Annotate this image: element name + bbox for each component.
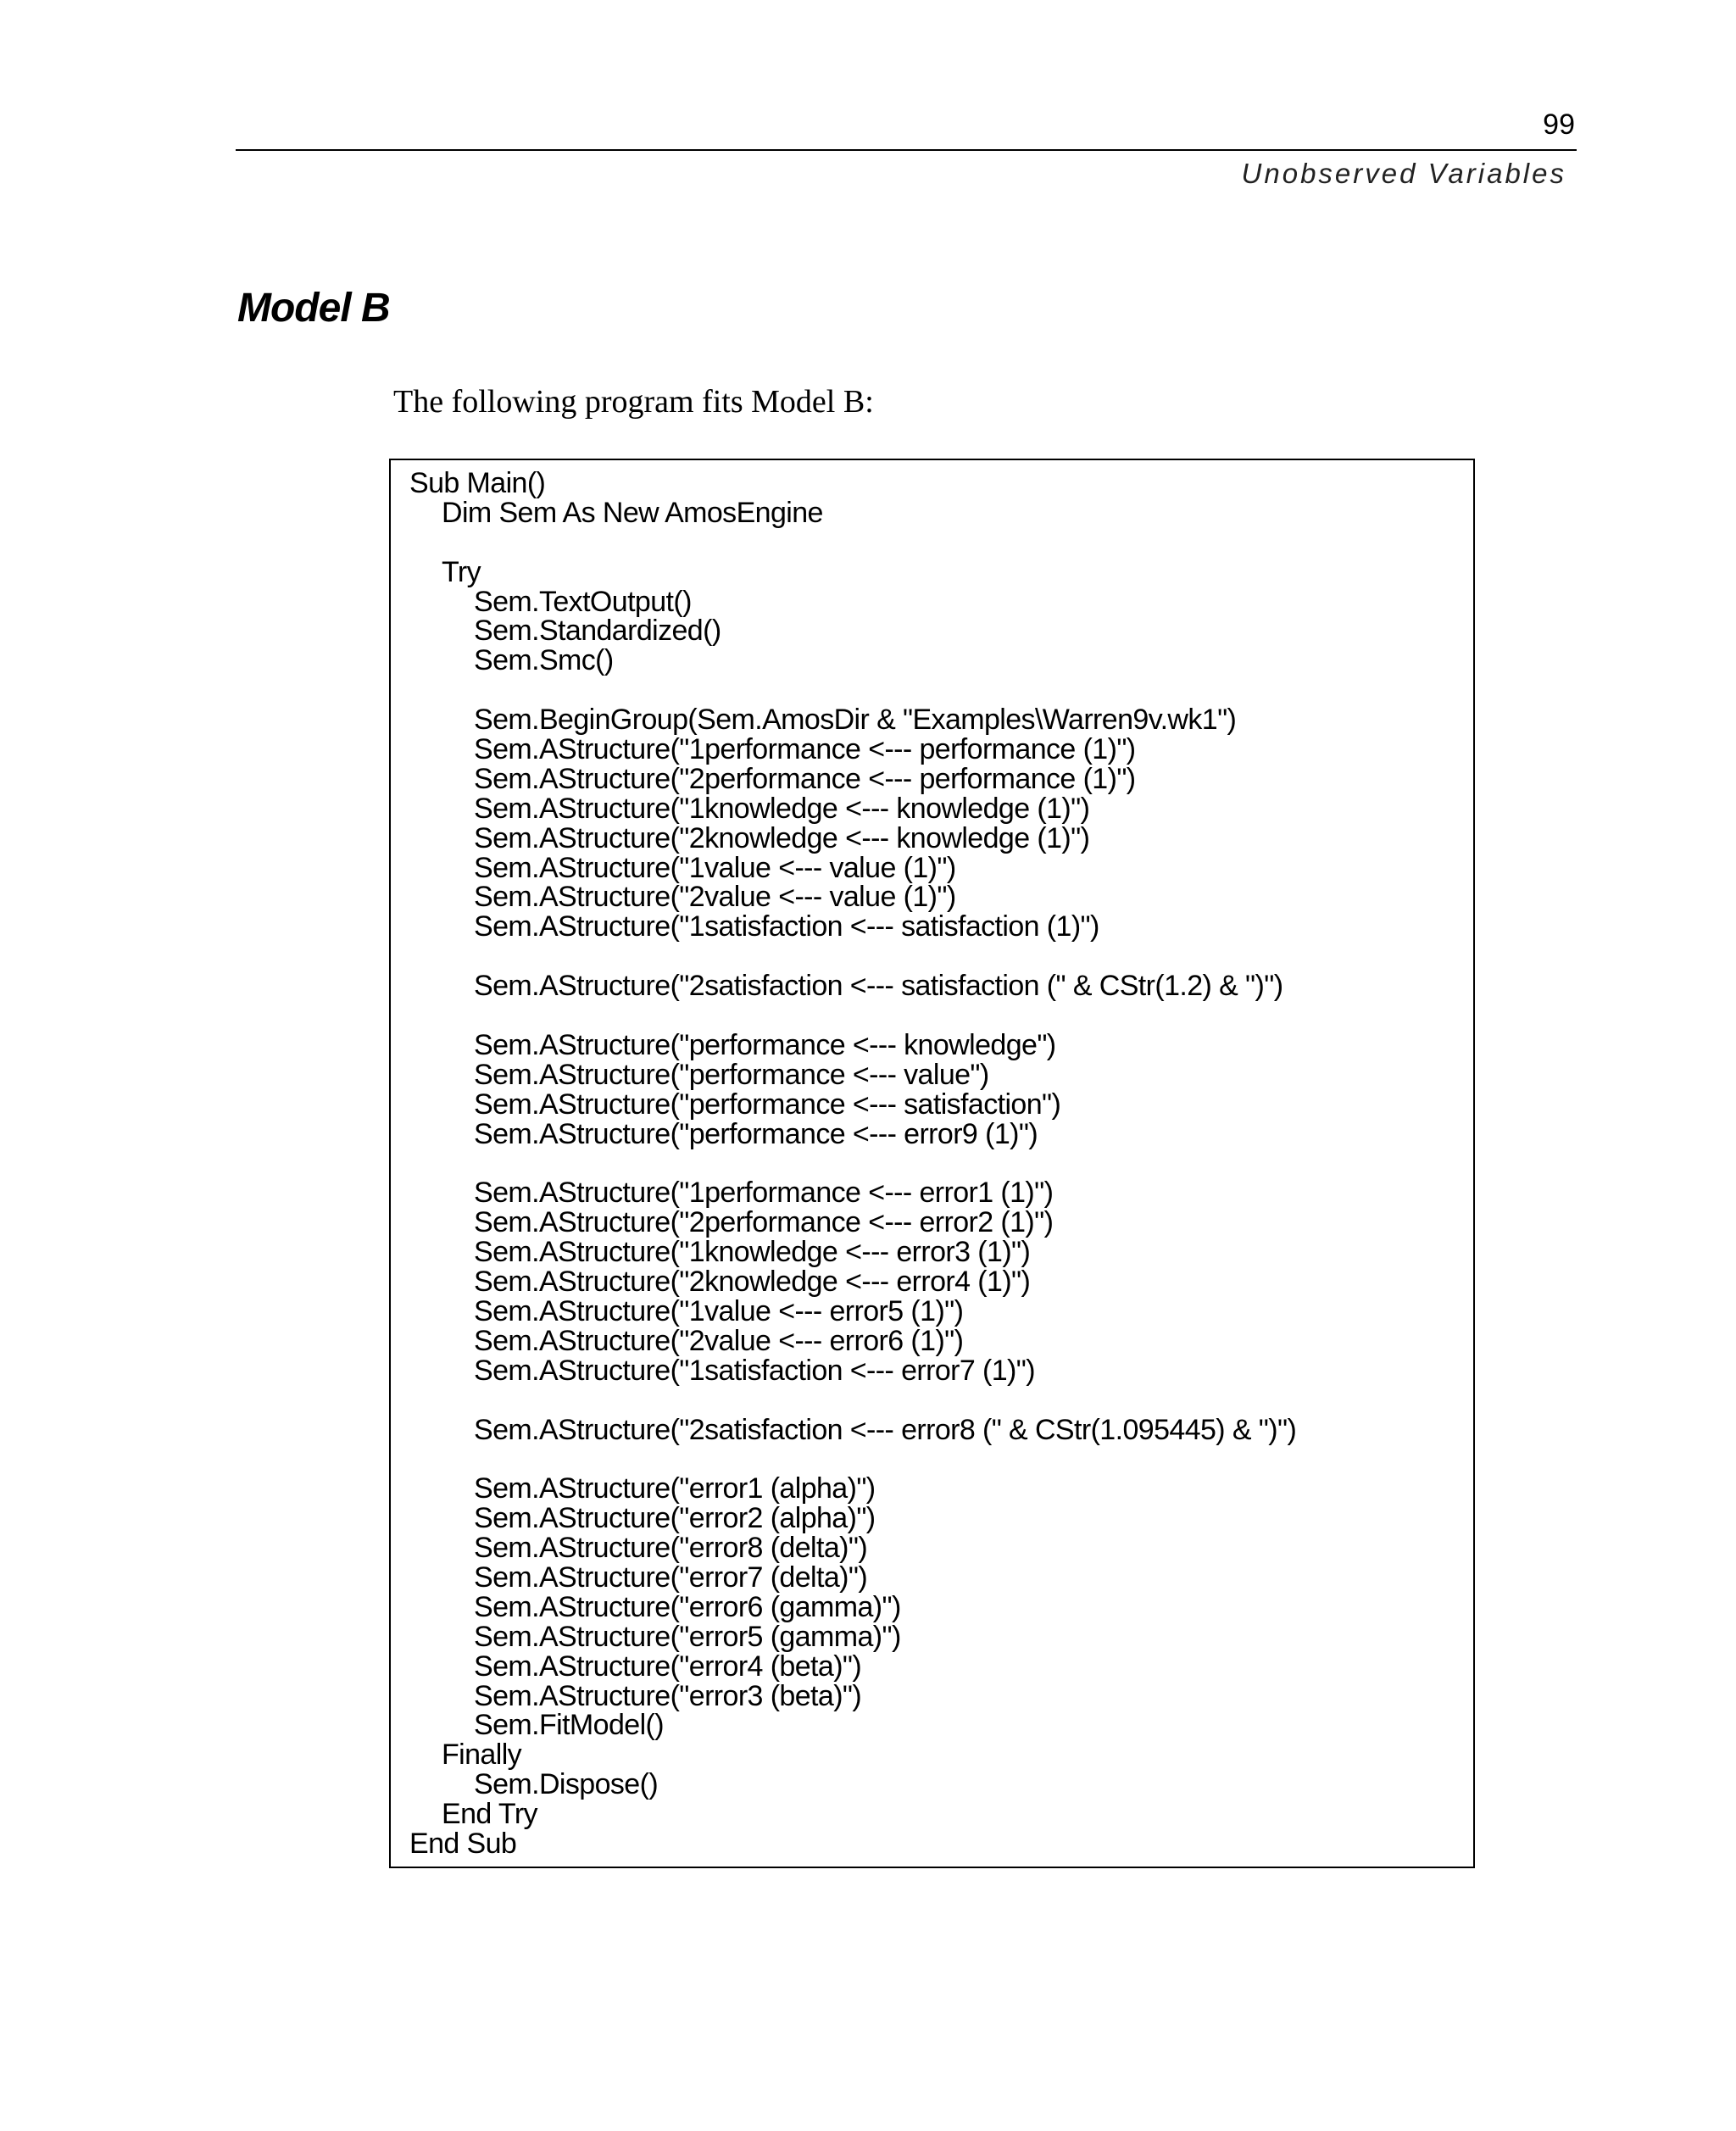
code-line: Sem.AStructure("2knowledge <--- knowledge (1)") xyxy=(474,821,1090,854)
code-line: Sem.AStructure("2value <--- value (1)") xyxy=(474,881,956,914)
code-listing-box xyxy=(389,459,1475,1868)
code-line: Sem.Smc() xyxy=(474,644,614,677)
code-line: Sem.AStructure("error5 (gamma)") xyxy=(474,1620,901,1653)
code-line: Sem.AStructure("1value <--- error5 (1)") xyxy=(474,1294,964,1327)
code-line: End Sub xyxy=(409,1827,517,1860)
code-line: Sem.AStructure("1satisfaction <--- satisfaction (1)") xyxy=(474,910,1099,943)
code-line: Sem.TextOutput() xyxy=(474,585,692,618)
code-line: Sub Main() xyxy=(409,467,546,499)
code-line xyxy=(409,676,1296,705)
code-line: Sem.Standardized() xyxy=(474,615,721,648)
code-line: Sem.AStructure("error2 (alpha)") xyxy=(474,1502,876,1535)
code-line: Sem.AStructure("error3 (beta)") xyxy=(474,1679,862,1712)
running-title: Unobserved Variables xyxy=(1241,158,1566,189)
code-line: Sem.AStructure("2value <--- error6 (1)") xyxy=(474,1324,964,1357)
code-line: Sem.BeginGroup(Sem.AmosDir & "Examples\Warren9v.wk1") xyxy=(474,704,1237,737)
code-line: Sem.AStructure("2knowledge <--- error4 (1)") xyxy=(474,1266,1031,1299)
code-line: Sem.AStructure("1performance <--- performance (1)") xyxy=(474,733,1136,766)
code-line: Sem.AStructure("performance <--- value") xyxy=(474,1058,989,1091)
code-line xyxy=(409,942,1296,971)
code-line: Sem.AStructure("2performance <--- performance (1)") xyxy=(474,762,1136,795)
code-line xyxy=(409,528,1296,558)
code-line: Dim Sem As New AmosEngine xyxy=(442,496,823,529)
code-line: Sem.AStructure("2satisfaction <--- satisfaction (" & CStr(1.2) & ")") xyxy=(474,970,1283,1003)
header-rule xyxy=(236,149,1577,151)
code-line: Sem.AStructure("1value <--- value (1)") xyxy=(474,851,956,884)
code-line xyxy=(409,1386,1296,1416)
code-line xyxy=(409,1444,1296,1474)
code-line: Sem.AStructure("error8 (delta)") xyxy=(474,1532,868,1565)
code-line: Sem.AStructure("performance <--- satisfaction") xyxy=(474,1088,1061,1121)
code-line: Sem.AStructure("error6 (gamma)") xyxy=(474,1590,901,1623)
code-line: Sem.AStructure("1performance <--- error1 (1)") xyxy=(474,1177,1054,1210)
code-line: Sem.AStructure("error1 (alpha)") xyxy=(474,1472,876,1505)
code-line: Sem.AStructure("2performance <--- error2 (1)") xyxy=(474,1206,1054,1239)
code-line: Sem.AStructure("1satisfaction <--- error7 (1)") xyxy=(474,1354,1035,1387)
code-line: Sem.Dispose() xyxy=(474,1768,659,1801)
code-line: Sem.AStructure("error7 (delta)") xyxy=(474,1561,868,1594)
code-line xyxy=(409,1001,1296,1031)
section-heading: Model B xyxy=(237,286,390,331)
code-line: Sem.AStructure("1knowledge <--- error3 (1)") xyxy=(474,1236,1031,1269)
code-listing xyxy=(409,469,1296,1859)
code-line: Sem.FitModel() xyxy=(474,1709,664,1742)
code-line xyxy=(409,1149,1296,1178)
code-line: Sem.AStructure("performance <--- error9 (1)") xyxy=(474,1117,1038,1150)
code-line: End Try xyxy=(442,1798,537,1831)
code-line: Sem.AStructure("error4 (beta)") xyxy=(474,1650,862,1683)
intro-paragraph: The following program fits Model B: xyxy=(393,384,874,420)
page-number: 99 xyxy=(1543,108,1575,141)
code-line: Sem.AStructure("performance <--- knowledge") xyxy=(474,1028,1056,1061)
code-line: Finally xyxy=(442,1739,522,1772)
code-line: Sem.AStructure("2satisfaction <--- error8 (" & CStr(1.095445) & ")") xyxy=(474,1413,1297,1446)
code-line: Sem.AStructure("1knowledge <--- knowledge (1)") xyxy=(474,792,1090,825)
code-line: Try xyxy=(442,555,481,588)
